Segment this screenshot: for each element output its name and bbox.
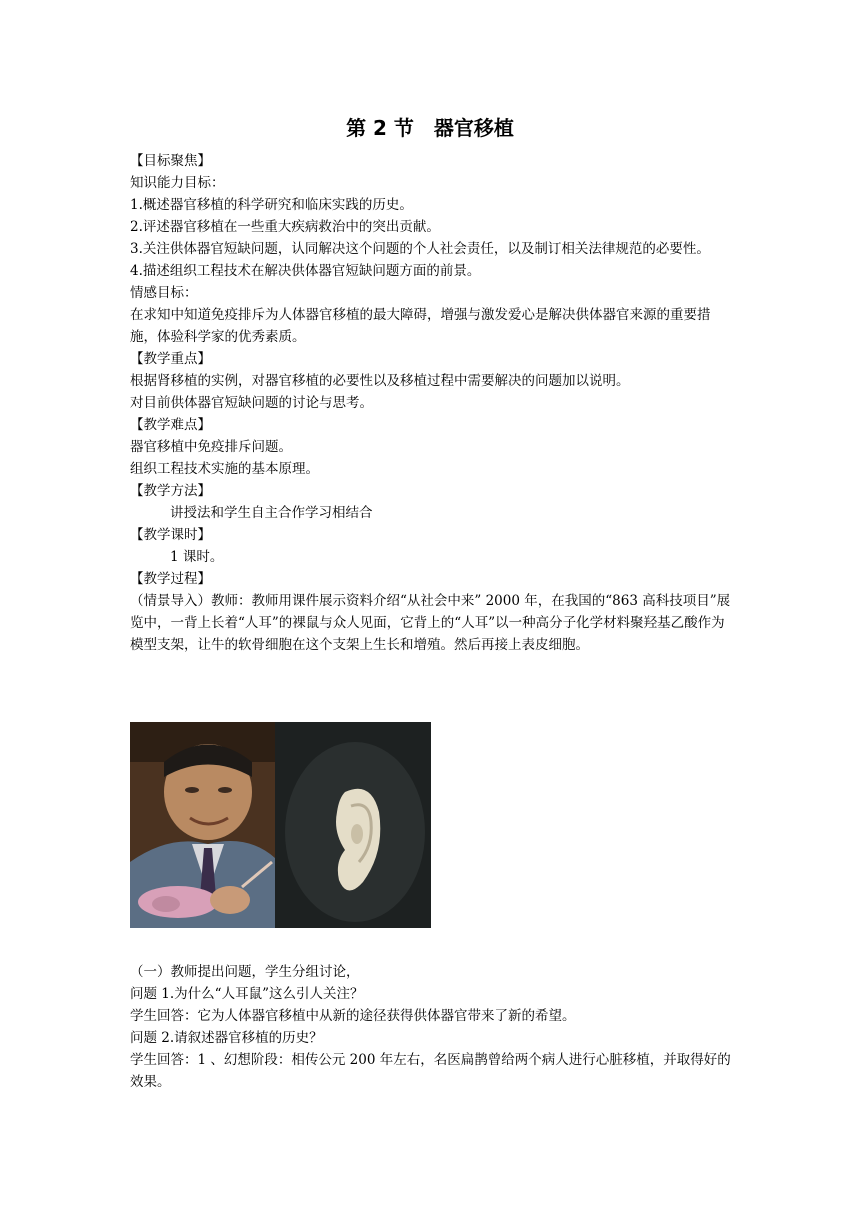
paragraph-line: 情感目标： bbox=[130, 285, 198, 301]
ear-on-mouse-photo bbox=[275, 722, 431, 928]
paragraph-line: 【教学方法】 bbox=[130, 483, 211, 499]
paragraph-line: 【目标聚焦】 bbox=[130, 153, 211, 169]
page-title bbox=[0, 114, 860, 142]
paragraph-line: 【教学重点】 bbox=[130, 351, 211, 367]
body-text-bottom bbox=[130, 961, 732, 1093]
body-text-top bbox=[130, 150, 732, 656]
paragraph-line: 1 课时。 bbox=[170, 549, 224, 565]
discussion-line: （一）教师提出问题，学生分组讨论， bbox=[130, 964, 360, 980]
paragraph-line: 2.评述器官移植在一些重大疾病救治中的突出贡献。 bbox=[130, 219, 440, 235]
discussion-line: 问题 2.请叙述器官移植的历史？ bbox=[130, 1030, 323, 1046]
section-topic: 器官移植 bbox=[433, 116, 514, 140]
section-number: 第 2 节 bbox=[346, 116, 414, 140]
paragraph-line: 在求知中知道免疫排斥为人体器官移植的最大障碍，增强与激发爱心是解决供体器官来源的重要措施，体验科学家的优秀素质。 bbox=[130, 307, 711, 345]
paragraph-line: 根据肾移植的实例，对器官移植的必要性以及移植过程中需要解决的问题加以说明。 bbox=[130, 373, 630, 389]
paragraph-line: 【教学课时】 bbox=[130, 527, 211, 543]
paragraph-line: 【教学过程】 bbox=[130, 571, 211, 587]
paragraph-line: 组织工程技术实施的基本原理。 bbox=[130, 461, 319, 477]
paragraph-line: 3.关注供体器官短缺问题，认同解决这个问题的个人社会责任，以及制订相关法律规范的必要性。 bbox=[130, 241, 710, 257]
paragraph-line: 讲授法和学生自主合作学习相结合 bbox=[170, 505, 373, 521]
paragraph-line: 【教学难点】 bbox=[130, 417, 211, 433]
paragraph-line: 1.概述器官移植的科学研究和临床实践的历史。 bbox=[130, 197, 413, 213]
scientist-photo bbox=[130, 722, 275, 928]
paragraph-line: 器官移植中免疫排斥问题。 bbox=[130, 439, 292, 455]
paragraph-line: （情景导入）教师：教师用课件展示资料介绍“从社会中来” 2000 年，在我国的“863 高科技项目”展览中，一背上长着“人耳”的裸鼠与众人见面，它背上的“人耳”以一种高分子化学材料聚羟基乙酸作为模型支架，让牛的软骨细胞在这个支架上生长和增殖。然后再接上表皮细胞。 bbox=[130, 593, 731, 653]
paragraph-line: 对目前供体器官短缺问题的讨论与思考。 bbox=[130, 395, 373, 411]
paragraph-line: 4.描述组织工程技术在解决供体器官短缺问题方面的前景。 bbox=[130, 263, 481, 279]
discussion-line: 学生回答：1 、幻想阶段：相传公元 200 年左右，名医扁鹊曾给两个病人进行心脏移植，并取得好的效果。 bbox=[130, 1052, 731, 1090]
discussion-line: 问题 1.为什么“人耳鼠”这么引人关注？ bbox=[130, 986, 364, 1002]
paragraph-line: 知识能力目标： bbox=[130, 175, 225, 191]
photo-figure bbox=[130, 722, 431, 928]
discussion-line: 学生回答：它为人体器官移植中从新的途径获得供体器官带来了新的希望。 bbox=[130, 1008, 576, 1024]
